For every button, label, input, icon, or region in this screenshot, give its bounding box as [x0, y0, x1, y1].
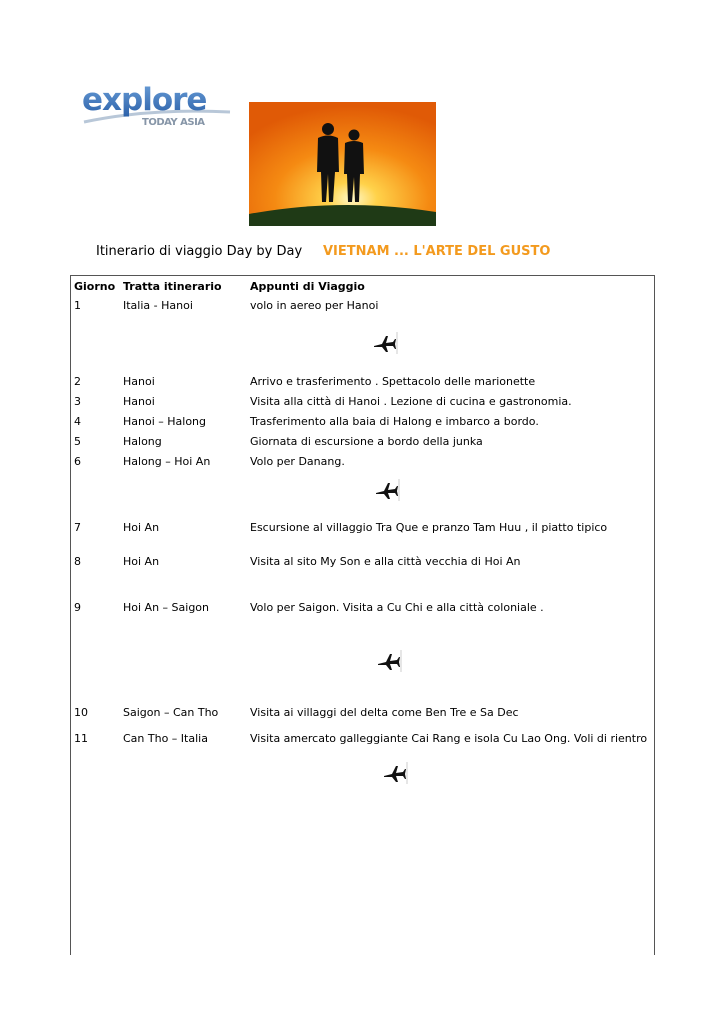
row-day: 3 [74, 395, 81, 408]
row-route: Hanoi – Halong [123, 415, 207, 428]
couple-sunset-photo [249, 102, 436, 226]
svg-text:explore: explore [82, 82, 207, 118]
row-notes: Visita ai villaggi del delta come Ben Tre e Sa Dec [250, 706, 519, 719]
row-notes: Visita amercato galleggiante Cai Rang e isola Cu Lao Ong. Voli di rientro [250, 732, 648, 745]
airplane-icon [376, 648, 402, 674]
row-notes: Arrivo e trasferimento . Spettacolo delle marionette [250, 375, 536, 388]
row-route: Hanoi [123, 375, 155, 388]
row-notes: Trasferimento alla baia di Halong e imbarco a bordo. [250, 415, 539, 428]
column-header-day: Giorno [74, 280, 116, 293]
row-route: Can Tho – Italia [123, 732, 208, 745]
column-header-route: Tratta itinerario [123, 280, 222, 293]
row-day: 8 [74, 555, 81, 568]
row-day: 7 [74, 521, 81, 534]
trip-name: VIETNAM ... L'ARTE DEL GUSTO [323, 244, 551, 259]
row-route: Hoi An [123, 555, 160, 568]
row-notes: Volo per Danang. [250, 455, 345, 468]
row-day: 6 [74, 455, 81, 468]
row-route: Italia - Hanoi [123, 299, 193, 312]
itinerary-title: Itinerario di viaggio Day by Day [96, 244, 303, 259]
row-day: 4 [74, 415, 81, 428]
row-day: 11 [74, 732, 88, 745]
row-day: 1 [74, 299, 81, 312]
row-day: 5 [74, 435, 81, 448]
row-day: 9 [74, 601, 81, 614]
row-route: Halong [123, 435, 162, 448]
svg-text:TODAY ASIA: TODAY ASIA [142, 117, 205, 128]
column-header-notes: Appunti di Viaggio [250, 280, 365, 293]
airplane-icon [382, 760, 408, 786]
row-route: Saigon – Can Tho [123, 706, 219, 719]
airplane-icon [374, 477, 400, 503]
row-notes: Visita al sito My Son e alla città vecchia di Hoi An [250, 555, 521, 568]
row-route: Hoi An – Saigon [123, 601, 210, 614]
row-day: 2 [74, 375, 81, 388]
row-notes: Giornata di escursione a bordo della junka [250, 435, 483, 448]
row-notes: Visita alla città di Hanoi . Lezione di cucina e gastronomia. [250, 395, 572, 408]
row-notes: Escursione al villaggio Tra Que e pranzo Tam Huu , il piatto tipico [250, 521, 608, 534]
row-route: Hanoi [123, 395, 155, 408]
row-route: Halong – Hoi An [123, 455, 211, 468]
explore-today-asia-logo [80, 78, 232, 130]
row-notes: volo in aereo per Hanoi [250, 299, 379, 312]
row-day: 10 [74, 706, 88, 719]
row-route: Hoi An [123, 521, 160, 534]
airplane-icon [372, 330, 398, 356]
row-notes: Volo per Saigon. Visita a Cu Chi e alla città coloniale . [250, 601, 544, 614]
